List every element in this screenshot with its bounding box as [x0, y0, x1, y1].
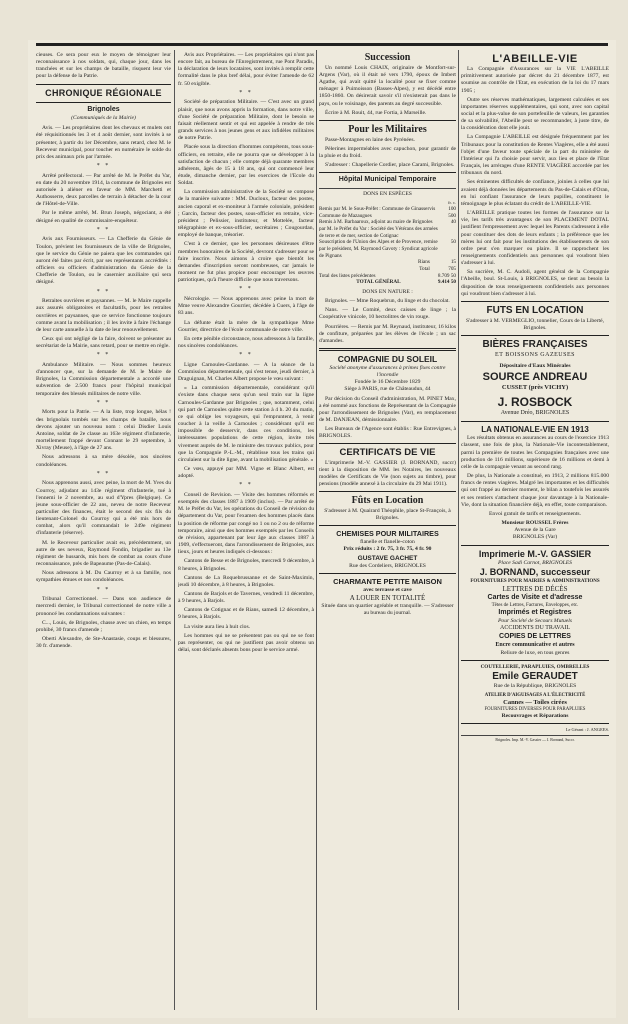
article-morts-4: M. le Receveur particulier avait eu, précédemment, un autre de ses neveux, Raymond Fondin, brigadier au 13e régiment de hussards, mis hors de combat au cours d'une reconnaissance, près de Bapeaume (Pas-de-Calais).	[36, 539, 171, 568]
imprimerie-place: Place Sadi Carnot, BRIGNOLES	[498, 560, 572, 567]
abeille-title: L'ABEILLE-VIE	[492, 53, 578, 65]
accidents-text: ACCIDENTS DU TRAVAIL	[499, 625, 570, 632]
separator: * *	[96, 163, 111, 170]
reliure-text: Reliure de luxe, en tous genres	[500, 649, 570, 656]
article-avis: Avis. — Les propriétaires dont les chevaux et mulets ont été réquisitionnés les 3 et 4 août dernier, sont invités à se présenter, à partir du 1er Décembre, sans retard, chez M. le Receveur municipal, pour toucher en numéraire le solde du prix des animaux pris par l'armée.	[36, 125, 171, 160]
article-morts-2: Nous adressons à sa mère désolée, nos sincères condoléances.	[36, 454, 171, 468]
general-total-row	[319, 279, 456, 286]
article-ligne-2: « La commission départementale, considérant qu'il s'existe dans chaque sens qu'un seul train sur la ligne Carnoules-Gardanne par Brignoles ; que, notamment, celui qui part de Carnoules quitte cette station à 4 h. 20 du matin, ce qui oblige les voyageurs, qui l'empruntent, à venir coucher à la veille à Carnoules ; considérant qu'il est impossible de desservir, dans ces conditions, les intéressantes populations de cette région, invite très vivement auprès de M. le ministre des travaux publics, pour que la Compagnie P.-L.-M., rétablisse tous les trains qui circulaient sur la dite ligne, avant la mobilisation générale. »	[178, 385, 314, 463]
double-rule	[319, 348, 456, 351]
total-label: Total	[419, 265, 430, 272]
section-rule	[319, 525, 456, 526]
article-necrologie-3: En cette pénible circonstance, nous adressons à la famille, nos sincères condoléances.	[178, 335, 314, 349]
chemises-title: CHEMISES POUR MILITAIRES	[336, 529, 439, 539]
recouvrages-text: Recouvrages et Réparations	[501, 713, 569, 720]
dons-especes-heading: DONS EN ESPÈCES	[363, 191, 412, 198]
futs-title: Fûts en Location	[351, 495, 424, 507]
encre-text: Encre communicative et autres	[495, 642, 575, 649]
article-retraites: Retraites ouvrières et paysannes. — M. le Maire rappelle aux assurés obligatoires et facultatifs, pour les retraites ouvrières et paysannes, que ce service fonctionne toujours comme avant la mobilisation ; il les invite à faire l'échange de leur carte annuelle à la date de leur renouvellement.	[36, 298, 171, 333]
article-revision-6: La visite aura lieu à huit clos.	[184, 623, 251, 630]
soleil-address: Les Bureaux de l'Agence sont établis : Rue Entrevignes, à BRIGNOLES.	[319, 426, 456, 440]
roussel-town: BRIGNOLES (Var)	[512, 534, 558, 541]
dons-table	[319, 206, 456, 286]
abeille-paragraph-2: Outre ses réserves mathématiques, largement calculées et ses importantes réserves supplémentaires, qui sont, avec son capital social et la plus-value de son portefeuille de valeurs, les garanties de sa solvabilité, l'Abeille peut se recommander, à juste titre, de la considération dont elle jouit.	[461, 96, 609, 132]
nationale-paragraph-2: De plus, la Nationale a constitué, en 1913, 2 millions 815.000 francs de rentes viagères. Malgré les importantes et les difficultés qui ont frappé au dernier moment, le bilan a toutefois les assurés et ses rentiers s'attachent chaque jour davantage à la Nationale-Vie, dont la situation financière déjà, en effet, toute comparaison.	[461, 473, 609, 508]
abeille-paragraph-1: La Compagnie d'Assurances sur la VIE L'ABEILLE primitivement autorisée par décret du 21 décembre 1877, est soumise au contrôle de l'Etat, en exécution de la loi du 17 mars 1905 ;	[461, 66, 609, 94]
cartes-text: Cartes de Visite et d'adresse	[487, 594, 583, 602]
section-rule	[461, 421, 609, 422]
article-ligne: Ligne Carnoules-Gardanne. — A la séance de la Commission départementale, qui s'est tenue, jeudi dernier, à Draguignan, M. Charles Albert propose le vœu suivant :	[178, 361, 314, 383]
section-rule	[36, 102, 171, 103]
hopital-title: Hôpital Municipal Temporaire	[338, 176, 437, 184]
section-rule	[319, 120, 456, 121]
succession-address: Écrire à M. Rouit, 44, rue Fortia, à Marseille.	[325, 109, 427, 116]
section-rule	[319, 443, 456, 444]
separator: * *	[239, 286, 253, 293]
don-label: Commune de Mazaugues	[319, 212, 372, 219]
column-head: fr. c.	[448, 200, 456, 206]
article-tribunal-2: C..., Louis, de Brignoles, chasse avec un chien, en temps prohibé, 30 francs d'amende ;	[36, 619, 171, 633]
don-amount: 15	[450, 259, 456, 266]
separator: * *	[96, 226, 111, 233]
section-rule	[319, 491, 456, 492]
abeille-paragraph-6: Sa sucrière, M. C. Audoli, agent général de la Compagnie l'Abeille, boul. St-Louis, à BRIGNOLES, se tient au besoin la disposition de tous renseignements confidentiels aux personnes qui voudront bien s'adresser à lui.	[461, 269, 609, 297]
certificats-text: L'imprimerie M.-V. GASSIER (J. BORNAND, succr) tient à la disposition de MM. les Notaires, les nouveaux modèles de Certificats de Vie (non sujets au timbre), pour pensions (modèle annexé à la circulaire du 29 Mai 1911).	[319, 459, 456, 488]
rosbock-name: J. ROSBOCK	[497, 395, 573, 410]
maison-title: CHARMANTE PETITE MAISON	[333, 577, 442, 587]
newspaper-page	[28, 40, 616, 1018]
separator: * *	[239, 482, 253, 489]
section-rule	[319, 573, 456, 574]
nature-3: Pourrières. — Remis par M. Reynaud, instituteur, 16 kilos de confiture, préparées par les élèves de l'école ; un sac d'amandes.	[319, 323, 456, 344]
chemises-prix: Prix réduits : 2 fr. 75, 3 fr. 75, 4 fr. 90	[343, 545, 432, 552]
section-rule	[319, 172, 456, 173]
article-societe: Société de préparation Militaire. — C'est avec un grand plaisir, que nous avons appris la formation, dans notre ville, d'une Société de préparation Militaire, dont le besoin se faisait réellement sentir et qui est appelée à rendre de très grands services à nos jeunes gens et aux infidèles militaires de notre Patrie.	[178, 99, 314, 142]
table-row	[319, 259, 456, 266]
soleil-siege: Siège à PARIS, rue de Châteaudun, 44	[344, 386, 431, 393]
article-morts-3: Nous apprenons aussi, avec peine, la mort de M. Yves du Courroy, adjudant au 143e régiment d'infanterie, tué à l'ennemi le 2 novembre, au sud d'Ypres (Belgique). Ce jeune sous-officier de 22 ans, neveu de notre Receveur particulier des finances, était le second des six fils du lieutenant-Colonel du Courroy qui a été mis hors de combat, alors qu'il commandait le 249e régiment d'infanterie (réserve).	[36, 480, 171, 537]
maison-subtitle: avec terrasse et cave	[363, 586, 412, 593]
copies-text: COPIES DE LETTRES	[499, 633, 571, 641]
table-row	[319, 219, 456, 239]
rule	[319, 188, 456, 189]
article-revision: Conseil de Revision. — Visite des hommes réformés et exemptés des classes 1887 à 1909 (inclus). — Par arrêté de M. le Préfet du Var, les opérations du Conseil de révision du département du Var, pour l'examen des hommes placés dans la position de réforme par congé no 1 ou no 2 ou de réforme temporaire, ainsi que des hommes exemptés par les Conseils de révision, appartenant par leur âge aux classes 1887 à 1909, s'effectueront, dans l'arrondissement de Brignoles, aux lieux, jours et heures indiqués ci-dessous :	[178, 491, 314, 556]
footer-imprint: Brignoles. Imp. M.-V. Gassier — J. Bornand, Succr.	[495, 737, 575, 742]
dons-nature-heading: DONS EN NATURE :	[362, 288, 413, 295]
section-rule	[461, 301, 609, 302]
coutellerie-text: COUTELLERIE, PARAPLUIES, OMBRELLES	[480, 663, 590, 670]
article-tribunal-3: Oberti Alexandre, de Ste-Anastasie, coups et blessures, 30 fr. d'amende.	[36, 636, 171, 650]
article-ligne-3: Ce vœu, appuyé par MM. Vigne et Blanc Albert, est adopté.	[178, 465, 314, 480]
table-row	[319, 206, 456, 213]
article-revision-5: Cantons de Cotignac et de Rians, samedi 12 décembre, à 9 heures, à Barjols.	[178, 607, 314, 621]
article-societe-4: C'est à ce dernier, que les personnes désireuses d'être membres honoraires de la Société, devront s'adresser pour se faire inscrire. Nous aimons à croire que bientôt les demandes d'inscription seront nombreuses, car jamais le moment ne fut plus propice pour encourager les œuvres patriotiques, qu'à l'heure difficile que nous traversons.	[178, 241, 314, 284]
geraudet-address: Rue de la République, BRIGNOLES	[493, 683, 577, 690]
don-label: Rians	[418, 259, 430, 266]
nature-1: Brignoles. — Mme Roquebrun, du linge et du chocolat.	[325, 298, 450, 305]
separator: * *	[96, 352, 111, 359]
roussel-name: Monsieur ROUSSEL Frères	[501, 520, 569, 527]
article-societe-2: Placée sous la direction d'hommes compétents, tous sous-officiers, en retraite, elle ne pourra que se développer à la satisfaction de chacun ; elle compte déjà quarante membres adhérents, âgés de 15 à 18 ans, qui ont commencé leur étude, dimanche dernier, par les exercices de l'Ecole du Soldat.	[178, 144, 314, 187]
fournitures-text: FOURNITURES POUR MAIRIES & ADMINISTRATIONS	[470, 578, 600, 584]
article-societe-3: La commission administrative de la Société se compose de la manière suivante : MM. Ducloux, facteur des postes, ancien caporal et ex-moniteur à l'armée coloniale, président ; Garcin, facteur des postes, sous-officier en retraite, vice-président ; Pelissier, instituteur, et Mottelée, facteur télégraphiste et ex-sous-officier, secrétaires ; Cougourdan, employé de banque, trésorier.	[178, 189, 314, 239]
don-amount: 40	[450, 219, 456, 226]
table-row	[319, 213, 456, 220]
column-4	[461, 52, 609, 1012]
section-rule	[461, 723, 609, 724]
bieres-subtitle: ET BOISSONS GAZEUSES	[495, 351, 575, 358]
separator: * *	[96, 399, 111, 406]
militaires-text: Passe-Montagnes en laine des Pyrénées.	[325, 136, 415, 143]
soleil-text: Par décision du Conseil d'administration, M. PINET Max, a été nommé aux fonctions de Représentant de la Compagnie pour l'arrondissement de Brignoles (Var), en remplacement de M. DANJEAN, démissionnaire.	[319, 395, 456, 423]
abeille-paragraph-4: Ses éminentes difficultés de confiance, joinies à celles que lui avaient déjà données les départements du Pas-de-Calais et d'Oran, en lui confiant l'assurance de leurs pupilles, constituent le témoignage le plus éclatant du crédit de L'ABEILLE-VIE.	[461, 179, 609, 207]
top-rule	[36, 43, 608, 46]
column-divider	[316, 50, 317, 1010]
total-value: 705	[448, 265, 456, 272]
column-divider	[458, 50, 459, 1010]
maison-text: Située dans un quartier agréable et tranquille. — S'adresser au bureau du journal.	[321, 603, 454, 617]
article-revision-2: Cantons de Besse et de Brignoles, mercredi 9 décembre, à 8 heures, à Brignoles.	[178, 558, 314, 572]
secours-text: Pour Société de Secours Mutuels	[498, 618, 572, 625]
don-label: Souscription de l'Union des Alpes et de Provence, remise par le président, M. Raymond Gavoty : Syndicat agricole de Pignans	[319, 239, 438, 259]
article-arrete-2: Par le même arrêté, M. Brun Joseph, négociant, a été désigné en qualité de commissaire-enquêteur.	[36, 210, 171, 224]
total-row	[319, 266, 456, 273]
abeille-paragraph-5: L'ABEILLE pratique toutes les formes de l'assurance sur la vie, les tarifs très avantageux de son PLACEMENT DOTAL justifient l'empressement avec lequel les Parents s'adressent à elle pour constituer des dots de leurs enfants ; la préférence que les mères lui ont fait pour les institutions des établissements de son ordre peut s'en marquer ou plaire. Il se rapprochent les renseignements confidentiels aux personnes qui voudront bien s'adresser à lui.	[461, 210, 609, 267]
general-total-value: 9.414 50	[437, 279, 456, 286]
article-necrologie: Nécrologie. — Nous apprenons avec peine la mort de Mme veuve Alexandre Gourrier, décédée à Cuers, à l'âge de 83 ans.	[178, 296, 314, 317]
succession-title: Succession	[364, 52, 411, 63]
nationale-title: LA NATIONALE-VIE EN 1913	[481, 425, 589, 435]
succession-text: Un nommé Louis CHAIX, originaire de Montfort-sur-Argens (Var), où il était né vers 1790, époux de Imbert Agathe, qui avait quitté la localité pour se fixer comme ménager à Puimoisson (Basses-Alpes), y est décédé entre 1850-1860. On désirerait savoir s'il n'existerait pas dans le pays, ou le voisinage, des parents au degré successible.	[319, 64, 456, 107]
rule	[461, 735, 609, 736]
article-morts: Morts pour la Patrie. — A la liste, trop longue, hélas ! des brignolais tombés sur les champs de bataille, nous devons ajouter un nouveau nom : celui Disdier Louis Antoine, soldat de 2e classe au 163e régiment d'infanterie, mortellement frappé devant Connant le 29 septembre, à Xivray (Meuse), à l'âge de 27 ans.	[36, 409, 171, 452]
nature-2: Nans. — Le Comité, deux caisses de linge ; la Coopérative vinicole, 10 hectolitres de vin rouge.	[319, 307, 456, 321]
bieres-title: BIÈRES FRANÇAISES	[482, 339, 588, 351]
nationale-paragraph-1: Les résultats obtenus en assurances au cours de l'exercice 1913 classent, une fois de plus, la Nationale-Vie incontestablement, parmi la première de toutes les Compagnies françaises avec une production de 116 millions, supérieure de 16 millions et demi à celle de la compagnie venant au second rang.	[461, 435, 609, 470]
cusset-text: CUSSET (près VICHY)	[501, 383, 569, 391]
don-amount: 500	[448, 212, 456, 219]
don-amount: 50	[450, 239, 456, 246]
depositaire-text: Dépositaire d'Eaux Minérales	[499, 362, 571, 369]
section-rule	[461, 545, 609, 546]
source-andreau: SOURCE ANDREAU	[482, 370, 588, 383]
gachet-address: Rue des Cordeliers, BRIGNOLES	[349, 563, 426, 570]
don-amount: 100	[448, 206, 456, 213]
separator: * *	[96, 288, 111, 295]
article-proprietaires: Avis aux Propriétaires. — Les propriétaires qui n'ont pas encore fait, au bureau de l'Enregistrement, rue Pont Paradis, la déclaration de leurs locataires, sont invités à remplir cette formalité dans le plus bref délai, pour éviter l'amende de 62 fr. 50 exigible.	[178, 52, 314, 87]
column-2	[178, 52, 314, 1012]
article-morts-5: Nous adressons à M. Du Caurroy et à sa famille, nos sympathies émues et nos condoléances.	[36, 570, 171, 584]
article-tribunal: Tribunal Correctionnel. — Dans son audience de mercredi dernier, le Tribunal correctionnel de notre ville a prononcé les condamnations suivantes :	[36, 596, 171, 617]
prev-total-value: 8.709 50	[437, 272, 456, 279]
geraudet-name: Emile GERAUDET	[492, 670, 578, 682]
bornand-name: J. BORNAND, successeur	[479, 567, 591, 578]
separator: * *	[239, 352, 253, 359]
article-retraites-2: Ceux qui ont négligé de la faire, doivent se présenter au secrétariat de la Mairie, sans retard, pour se mettre en règle.	[36, 336, 171, 350]
militaires-address: S'adresser : Chapellerie Cordier, place Carami, Brignoles.	[325, 162, 455, 169]
gerant-text: Le Gérant : J. ANGEES.	[565, 727, 609, 733]
atelier-text: ATELIER D'AIGUISAGES A L'ÉLECTRICITÉ	[484, 692, 586, 698]
soleil-subtitle: Société anonyme d'assurances à primes fixes contre l'incendie	[329, 364, 446, 379]
column-divider	[174, 50, 175, 1010]
imprimerie-title: Imprimerie M.-V. GASSIER	[478, 548, 592, 559]
article-revision-7: Les hommes qui ne se présentent pas ou qui ne se font pas représenter, ou qui ne justifient pas avoir obtenu un délai, sont déclarés absents bons pour le service armé.	[178, 632, 314, 654]
abeille-paragraph-3: La Compagnie L'ABEILLE est désignée fréquemment par les Tribunaux pour la constitution de Rentes Viagères, elle a été aussi l'objet d'une faveur toute spéciale de la part du ministère de l'Intérieur qui l'a choisie pour servir, aux lieu et place de l'Etat Français, les arrérages d'une RENTE VIAGÈRE accordée par les tribunaux du nord.	[461, 134, 609, 177]
section-rule	[461, 335, 609, 336]
futs-location-text: S'adresser à M. VERMEGLIO, tonnelier, Cours de la Liberté, Brignoles.	[465, 317, 604, 331]
rosbock-address: Avenue Dréo, BRIGNOLES	[500, 410, 570, 417]
communique-subtitle: (Communiqués de la Mairie)	[71, 115, 136, 122]
militaires-text-2: Pèlerines imperméables avec capuchon, pour garantir de la pluie et du froid.	[319, 145, 456, 159]
cannes-text: Cannes — Toiles cirées	[503, 698, 567, 706]
prev-total-label: Total des listes précédentes	[319, 272, 376, 279]
nationale-paragraph-3: Envoi gratuit de tarifs et renseignements.	[489, 510, 581, 517]
fournitures-parapluies: FOURNITURES DIVERSES POUR PARAPLUIES	[484, 706, 586, 712]
don-label: Remis par M. le Sous-Préfet : Commune de Ginasservis	[319, 206, 436, 213]
section-rule	[36, 84, 171, 85]
militaires-title: Pour les Militaires	[348, 123, 427, 135]
soleil-title: COMPAGNIE DU SOLEIL	[337, 354, 438, 365]
futs-location-title: FUTS EN LOCATION	[486, 304, 584, 316]
article-revision-3: Cantons de La Roquebrussanne et de Saint-Maximin, jeudi 10 décembre, à 8 heures, à Brignoles.	[178, 574, 314, 588]
tetes-text: Têtes de Lettres, Factures, Enveloppes, etc.	[491, 602, 579, 608]
gachet-name: GUSTAVE GACHET	[357, 554, 418, 562]
intro-paragraph: cieuses. Ce sera pour eux le moyen de témoigner leur reconnaissance à nos soldats, qui, chaque jour, dans les tranchées et sur les champs de bataille, risquent leur vie pour la défense de la Patrie.	[36, 52, 171, 80]
article-revision-4: Cantons de Barjols et de Tavernes, vendredi 11 décembre, à 9 heures, à Barjols.	[178, 591, 314, 605]
don-label: Remis à M. Barbaaroux, adjoint au maire de Brignoles par M. le Préfet du Var : Société des Vétérans des armées de terre et de mer, section de Cotignac	[319, 219, 438, 239]
soleil-date: Fondée le 16 Décembre 1829	[354, 379, 421, 386]
imprimes-text: Imprimés et Registres	[498, 609, 572, 617]
table-row	[319, 239, 456, 259]
certificats-title: CERTIFICATS DE VIE	[339, 447, 436, 459]
column-3	[319, 52, 456, 1012]
futs-text: S'adresser à M. Quairard Théophile, place St-François, à Brignoles.	[324, 508, 451, 522]
general-total-label: TOTAL GÉNÉRAL	[356, 279, 401, 286]
town-heading: Brignoles	[87, 106, 120, 114]
roussel-address: Avenue de la Gare	[514, 527, 556, 534]
section-rule	[461, 660, 609, 661]
maison-location: A LOUER EN TOTALITÉ	[349, 594, 426, 603]
article-fournisseurs: Avis aux Fournisseurs. — La Chefferie du Génie de Toulon, prévient les fournisseurs de la ville de Brignoles, que le service du Génie ne paiera que les commandes qui auront été faites par écrit, par ses représentants accrédités : officiers ou officiers d'administration du Génie de la Chefferie de Toulon, ou le casernier auxiliaire qui sera désigné.	[36, 236, 171, 286]
article-arrete: Arrêté préfectoral. — Par arrêté de M. le Préfet du Var, en date du 20 novembre 1914, la commune de Brignoles est autorisée à aliéner en faveur de MM. Marchetti et Authosserre, deux parcelles de terrain à détacher de la cour de l'Hôtel-de-Ville.	[36, 172, 171, 208]
article-necrologie-2: La défunte était la mère de la sympathique Mme Gourrier, directrice de l'école communale de notre ville.	[178, 319, 314, 333]
chemises-text: flanelle et flanelle-coton	[360, 538, 415, 545]
deces-text: LETTRES DE DÉCÈS	[502, 585, 568, 594]
chronique-title: CHRONIQUE RÉGIONALE	[45, 87, 162, 98]
separator: * *	[96, 470, 111, 477]
column-1	[36, 52, 171, 1012]
separator: * *	[239, 89, 253, 96]
article-ambulance: Ambulance Militaire. — Nous sommes heureux d'annoncer que, sur la demande de M. le Maire de Brignoles, la Commission départementale a accordé une subvention de 2.500 francs pour l'hôpital municipal temporaire des blessés militaires de notre ville.	[36, 362, 171, 397]
separator: * *	[96, 586, 111, 593]
